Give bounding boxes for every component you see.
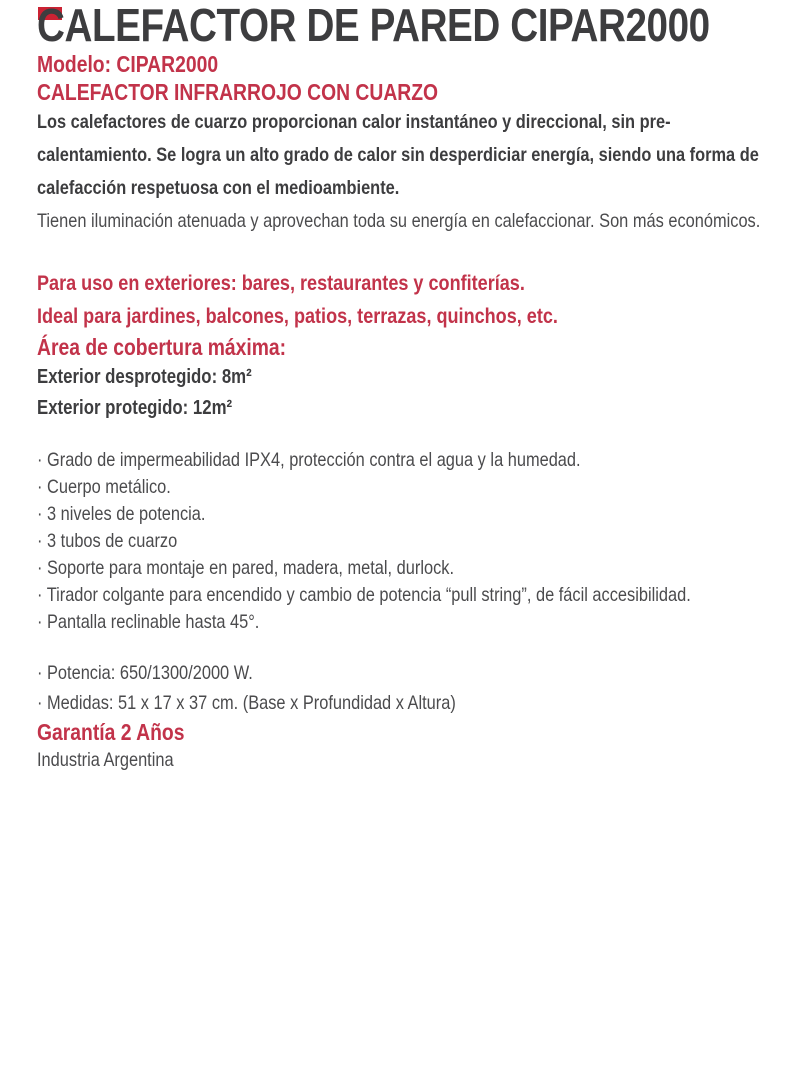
feature-item: · Cuerpo metálico. [37,476,171,498]
model-line: Modelo: CIPAR2000 [37,51,219,77]
usage-line-exteriors: Para uso en exteriores: bares, restaurantes y confiterías. [37,271,525,295]
coverage-heading: Área de cobertura máxima: [37,334,287,360]
page-title: CALEFACTOR DE PARED CIPAR2000 [37,0,710,51]
feature-item: · 3 tubos de cuarzo [37,530,178,552]
feature-item: · Grado de impermeabilidad IPX4, protección contra el agua y la humedad. [37,449,581,471]
origin-line: Industria Argentina [37,749,174,771]
feature-item: · Pantalla reclinable hasta 45°. [37,611,260,633]
feature-item: · Tirador colgante para encendido y cambio de potencia “pull string”, de fácil accesibilidad. [37,584,691,606]
coverage-protected-line: Exterior protegido: 12m² [37,397,233,419]
specs-list [37,658,765,718]
features-list [37,447,765,636]
usage-line-ideal: Ideal para jardines, balcones, patios, terrazas, quinchos, etc. [37,304,558,328]
feature-item: · Soporte para montaje en pared, madera, metal, durlock. [37,557,455,579]
intro-heading: CALEFACTOR INFRARROJO CON CUARZO [37,79,439,105]
warranty-heading: Garantía 2 Años [37,719,185,745]
feature-item: · 3 niveles de potencia. [37,503,206,525]
usage-block [37,267,765,333]
document-content [37,0,765,774]
coverage-block [37,362,765,424]
intro-paragraph: Tienen iluminación atenuada y aprovechan toda su energía en calefaccionar. Son más económicos. [37,210,761,232]
coverage-unprotected-line: Exterior desprotegido: 8m² [37,366,252,388]
spec-item-power: · Potencia: 650/1300/2000 W. [37,662,253,684]
spec-item-dimensions: · Medidas: 51 x 17 x 37 cm. (Base x Profundidad x Altura) [37,692,456,714]
intro-bold-paragraph: Los calefactores de cuarzo proporcionan calor instantáneo y direccional, sin pre-calentamiento. Se logra un alto grado de calor sin desperdiciar energía, siendo una forma de calefacción respetuosa con el medioambiente. [37,111,759,199]
